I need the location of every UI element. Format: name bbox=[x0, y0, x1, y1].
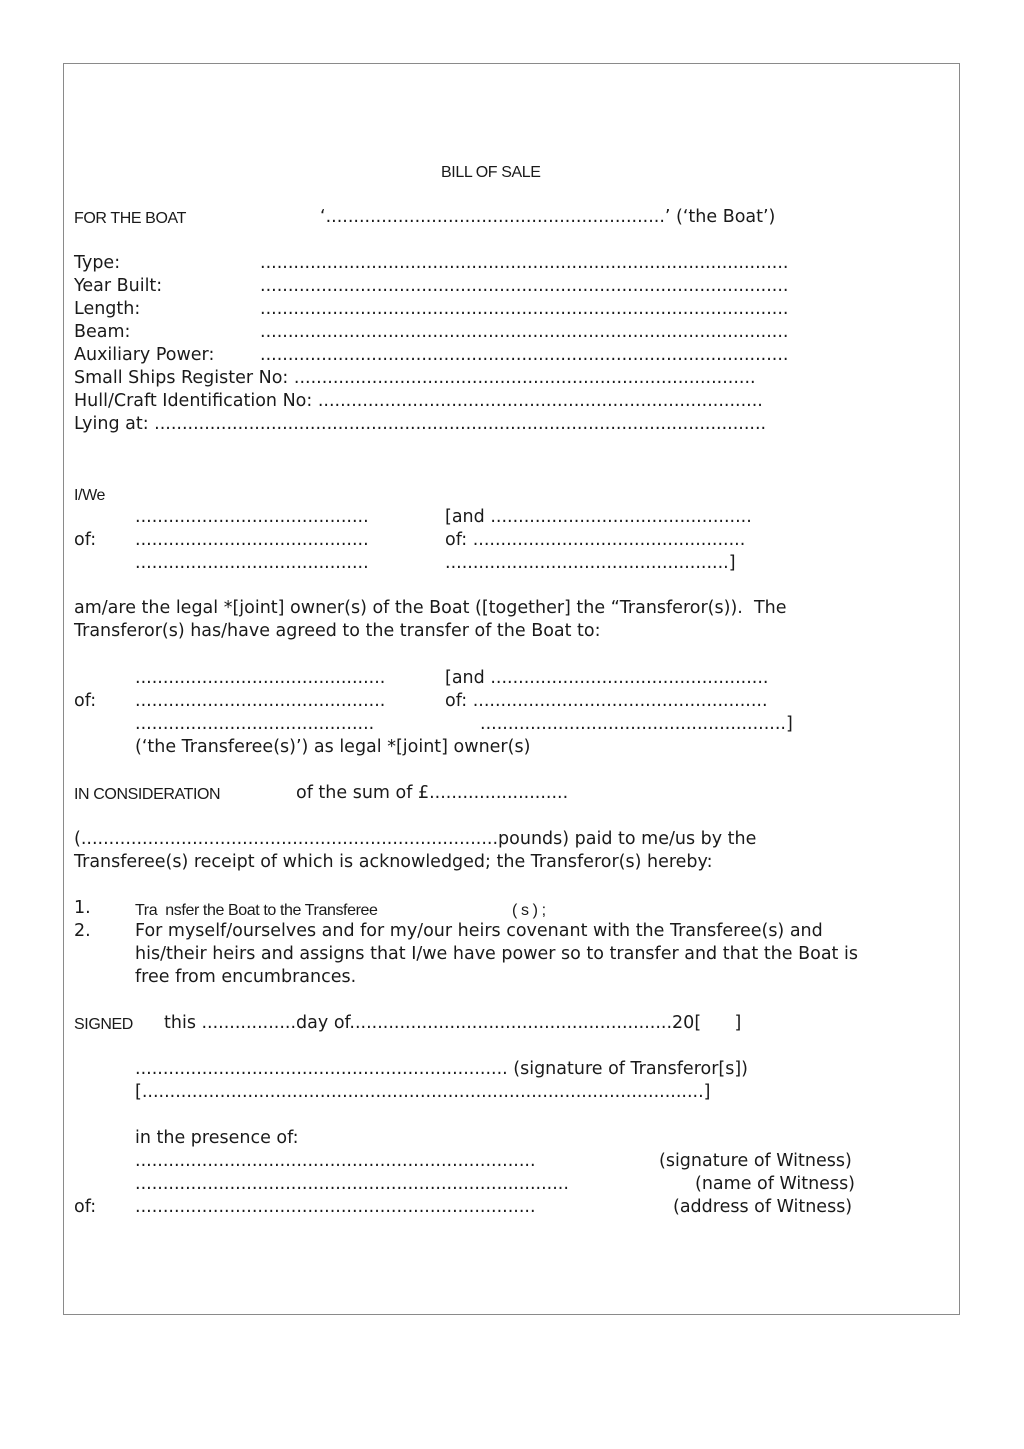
clause-2-text-3: free from encumbrances. bbox=[135, 967, 357, 987]
lying-at-line: Lying at: .............................................................................................................. bbox=[74, 414, 767, 434]
transferee-name-dots: ............................................. bbox=[135, 668, 386, 688]
transferee-address-dots: ............................................. bbox=[135, 691, 386, 711]
legal-owner-text-2: Transferor(s) has/have agreed to the transfer of the Boat to: bbox=[74, 621, 601, 641]
year-built-dots: ............................................................................................... bbox=[260, 276, 789, 296]
transferor-signature-line: ................................................................... (signature of Transferor[s]) bbox=[135, 1059, 749, 1079]
type-label: Type: bbox=[74, 253, 121, 273]
transferor-joint-address-2: ...................................................] bbox=[445, 553, 736, 573]
transferor-address-dots-2: .......................................... bbox=[135, 553, 369, 573]
transferor-joint-address: of: ................................................. bbox=[445, 530, 746, 550]
witness-of-label: of: bbox=[74, 1197, 97, 1217]
transferor-of-label: of: bbox=[74, 530, 97, 550]
transferee-note: (‘the Transferee(s)’) as legal *[joint] owner(s) bbox=[135, 737, 531, 757]
clause-1-text-end: ( s ) ; bbox=[512, 902, 546, 919]
transferee-address-dots-2: ........................................... bbox=[135, 714, 375, 734]
clause-1-number: 1. bbox=[74, 898, 91, 918]
beam-label: Beam: bbox=[74, 322, 131, 342]
legal-owner-text: am/are the legal *[joint] owner(s) of the Boat ([together] the “Transferor(s)). The bbox=[74, 598, 787, 618]
auxiliary-power-dots: ............................................................................................... bbox=[260, 345, 789, 365]
witness-signature-dots: ........................................................................ bbox=[135, 1151, 536, 1171]
second-transferor-signature-line: [.....................................................................................................] bbox=[135, 1082, 711, 1102]
transferor-label: I/We bbox=[74, 487, 106, 504]
transferee-joint-address-2: .......................................................] bbox=[480, 714, 793, 734]
clause-1-text: Tra nsfer the Boat to the Transferee bbox=[135, 902, 378, 919]
clause-2-number: 2. bbox=[74, 921, 91, 941]
witness-name-dots: .............................................................................. bbox=[135, 1174, 569, 1194]
for-the-boat-label: FOR THE BOAT bbox=[74, 210, 186, 227]
witness-address-dots: ........................................................................ bbox=[135, 1197, 536, 1217]
signed-label: SIGNED bbox=[74, 1016, 133, 1033]
consideration-text: (...........................................................................pounds) paid to me/us by the bbox=[74, 829, 757, 849]
length-dots: ............................................................................................... bbox=[260, 299, 789, 319]
witness-signature-label: (signature of Witness) bbox=[659, 1151, 852, 1171]
transferor-name-dots: .......................................... bbox=[135, 507, 369, 527]
boat-name-line: ‘.............................................................’ (‘the Boat’) bbox=[320, 207, 776, 227]
consideration-text-2: Transferee(s) receipt of which is acknowledged; the Transferor(s) hereby: bbox=[74, 852, 713, 872]
witness-name-label: (name of Witness) bbox=[695, 1174, 856, 1194]
presence-label: in the presence of: bbox=[135, 1128, 299, 1148]
auxiliary-power-label: Auxiliary Power: bbox=[74, 345, 215, 365]
year-built-label: Year Built: bbox=[74, 276, 163, 296]
clause-2-text-2: his/their heirs and assigns that I/we have power so to transfer and that the Boat is bbox=[135, 944, 858, 964]
clause-2-text: For myself/ourselves and for my/our heirs covenant with the Transferee(s) and bbox=[135, 921, 823, 941]
transferor-joint-name: [and ............................................... bbox=[445, 507, 752, 527]
document-title: BILL OF SALE bbox=[441, 164, 541, 181]
register-line: Small Ships Register No: ................................................................................... bbox=[74, 368, 756, 388]
hull-id-line: Hull/Craft Identification No: ................................................................................ bbox=[74, 391, 763, 411]
transferor-address-dots: .......................................... bbox=[135, 530, 369, 550]
transferee-joint-name: [and .................................................. bbox=[445, 668, 769, 688]
type-dots: ............................................................................................... bbox=[260, 253, 789, 273]
transferee-joint-address: of: ..................................................... bbox=[445, 691, 768, 711]
consideration-sum: of the sum of £......................... bbox=[296, 783, 569, 803]
consideration-label: IN CONSIDERATION bbox=[74, 786, 221, 803]
witness-address-label: (address of Witness) bbox=[673, 1197, 853, 1217]
length-label: Length: bbox=[74, 299, 141, 319]
transferee-of-label: of: bbox=[74, 691, 97, 711]
beam-dots: ............................................................................................... bbox=[260, 322, 789, 342]
signed-date-line: this .................day of..........................................................20[ ] bbox=[164, 1013, 742, 1033]
